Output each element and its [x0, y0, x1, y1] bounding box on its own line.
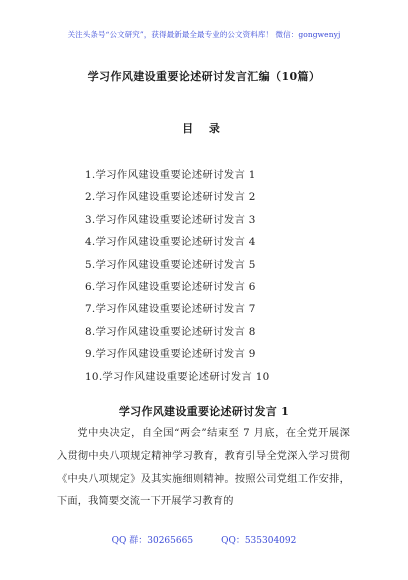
table-of-contents [85, 166, 270, 390]
toc-item[interactable]: 1.学习作风建设重要论述研讨发言 1 [85, 169, 256, 181]
footer-qq: QQ：535304092 [221, 536, 297, 546]
toc-item[interactable]: 8.学习作风建设重要论述研讨发言 8 [85, 325, 256, 338]
toc-item[interactable]: 3.学习作风建设重要论述研讨发言 3 [85, 213, 256, 226]
section-title: 学习作风建设重要论述研讨发言 1 [118, 405, 290, 418]
toc-item[interactable]: 9.学习作风建设重要论述研讨发言 9 [85, 348, 256, 361]
toc-heading: 目 录 [182, 122, 226, 135]
document-title: 学习作风建设重要论述研讨发言汇编（10篇） [87, 70, 321, 83]
footer-qq-group: QQ 群：30265665 [111, 536, 194, 546]
toc-item[interactable]: 4.学习作风建设重要论述研讨发言 4 [85, 236, 256, 249]
footer-contact [0, 533, 408, 546]
header-promo-note: 关注头条号“公文研究”，获得最新最全最专业的公文资料库！ 微信：gongwenyj [67, 30, 341, 39]
toc-item[interactable]: 2.学习作风建设重要论述研讨发言 2 [85, 191, 256, 204]
toc-item[interactable]: 10.学习作风建设重要论述研讨发言 10 [85, 370, 270, 383]
body-paragraph: 党中央决定，自全国“两会”结束至 7 月底，在全党开展深入贯彻中央八项规定精神学习教育，教育引导全党深入学习贯彻《中央八项规定》及其实施细则精神。按照公司党组工作安排，下面，我简要交流一下开展学习教育的 [57, 428, 350, 508]
toc-item[interactable]: 7.学习作风建设重要论述研讨发言 7 [85, 303, 256, 316]
toc-item[interactable]: 6.学习作风建设重要论述研讨发言 6 [85, 280, 256, 293]
toc-item[interactable]: 5.学习作风建设重要论述研讨发言 5 [85, 258, 256, 271]
